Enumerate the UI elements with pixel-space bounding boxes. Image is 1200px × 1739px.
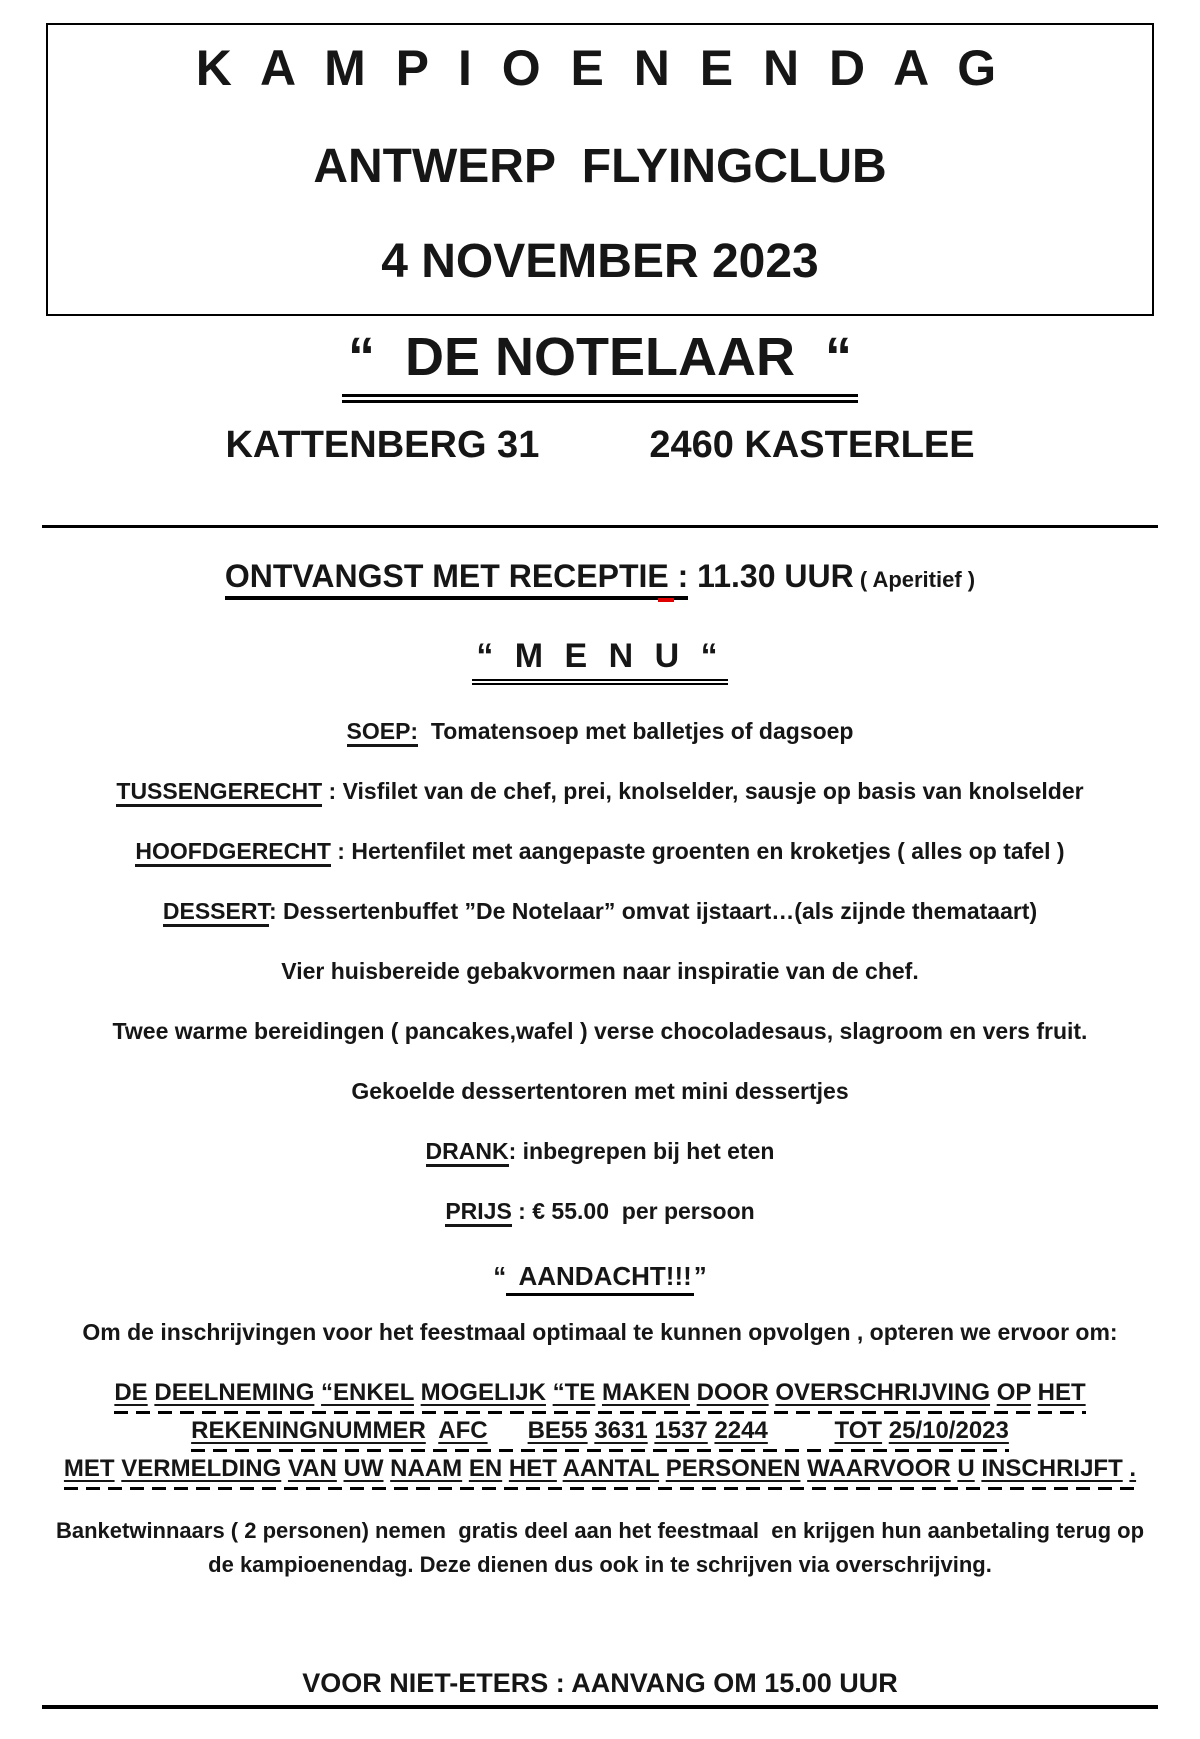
course-label: TUSSENGERECHT (116, 778, 322, 807)
course-text: Dessertenbuffet ”De Notelaar” omvat ijstaart…(als zijnde themataart) (283, 898, 1038, 924)
spellcheck-red-mark (658, 598, 674, 602)
menu-course-dessert (0, 898, 1200, 925)
venue-name-text: “ DE NOTELAAR “ (342, 326, 858, 403)
header-box (46, 23, 1154, 316)
banquet-winners-note: Banketwinnaars ( 2 personen) nemen gratis deel aan het feestmaal en krijgen hun aanbetaling terug op de kampioenendag. Deze dienen dus ook in te schrijven via overschrijving. (55, 1518, 1151, 1577)
course-text: Tomatensoep met balletjes of dagsoep (430, 718, 854, 744)
course-label: DRANK (426, 1138, 509, 1167)
reception-label (225, 558, 688, 600)
course-text: Hertenfilet met aangepaste groenten en kroketjes ( alles op tafel ) (351, 838, 1065, 864)
attention-close-quote: ” (693, 1261, 707, 1291)
event-date: 4 NOVEMBER 2023 (381, 235, 819, 288)
payment-instructions (0, 1378, 1200, 1490)
course-sep: : (330, 838, 352, 864)
reception-time: 11.30 UUR (688, 558, 854, 594)
course-label: DESSERT (163, 898, 269, 927)
reception-line (0, 558, 1200, 598)
course-sep: : (322, 778, 343, 804)
menu-course-soep (0, 718, 1200, 745)
attention-text: AANDACHT!!! (506, 1261, 694, 1296)
venue-name (0, 326, 1200, 403)
menu-course-prijs (0, 1198, 1200, 1225)
event-title: K A M P I O E N E N D A G (195, 40, 1005, 96)
course-sep (418, 718, 431, 744)
course-text: Gekoelde dessertentoren met mini dessertjes (351, 1078, 849, 1104)
attention-heading (0, 1261, 1200, 1291)
course-text: Vier huisbereide gebakvormen naar inspiratie van de chef. (281, 958, 919, 984)
payment-line-1: DE DEELNEMING “ENKEL MOGELIJK “TE MAKEN DOOR OVERSCHRIJVING OP HET (114, 1378, 1085, 1414)
course-text: inbegrepen bij het eten (522, 1138, 775, 1164)
reception-label-text: ONTVANGST MET RECEPTIE : (224, 558, 689, 594)
payment-row (0, 1378, 1200, 1414)
menu-course-drank (0, 1138, 1200, 1165)
divider-bottom (42, 1705, 1158, 1709)
course-label: PRIJS (445, 1198, 511, 1227)
course-text: Visfilet van de chef, prei, knolselder, sausje op basis van knolselder (342, 778, 1084, 804)
club-name: ANTWERP FLYINGCLUB (313, 140, 887, 193)
course-sep: : (268, 898, 284, 924)
menu-course-tussengerecht (0, 778, 1200, 805)
payment-line-2-account: REKENINGNUMMER AFC BE55 3631 1537 2244 TOT 25/10/2023 (191, 1416, 1009, 1452)
menu-line-gebakvormen (0, 958, 1200, 985)
course-label: SOEP: (347, 718, 419, 747)
course-sep: : (511, 1198, 533, 1224)
payment-line-3: MET VERMELDING VAN UW NAAM EN HET AANTAL PERSONEN WAARVOOR U INSCHRIJFT . (64, 1454, 1136, 1490)
non-eaters-note: VOOR NIET-ETERS : AANVANG OM 15.00 UUR (302, 1668, 898, 1698)
course-label: HOOFDGERECHT (135, 838, 331, 867)
address-city: 2460 KASTERLEE (649, 424, 975, 466)
address-street: KATTENBERG 31 (225, 424, 540, 466)
course-text: Twee warme bereidingen ( pancakes,wafel ) verse chocoladesaus, slagroom en vers fruit. (112, 1018, 1088, 1044)
venue-address (0, 423, 1200, 467)
divider-top (42, 525, 1158, 528)
payment-row (0, 1416, 1200, 1452)
menu-title (0, 638, 1200, 685)
reception-note: ( Aperitief ) (853, 567, 976, 592)
menu-line-dessertentoren (0, 1078, 1200, 1105)
attention-open-quote: “ (493, 1261, 507, 1291)
menu-course-hoofdgerecht (0, 838, 1200, 865)
signup-intro: Om de inschrijvingen voor het feestmaal optimaal te kunnen opvolgen , opteren we ervoor om: (82, 1319, 1118, 1345)
payment-row (0, 1454, 1200, 1490)
menu-line-warme-bereidingen (0, 1018, 1200, 1045)
course-sep: : (508, 1138, 523, 1164)
course-text: € 55.00 per persoon (532, 1198, 755, 1224)
menu-title-text: “ M E N U “ (472, 638, 727, 685)
